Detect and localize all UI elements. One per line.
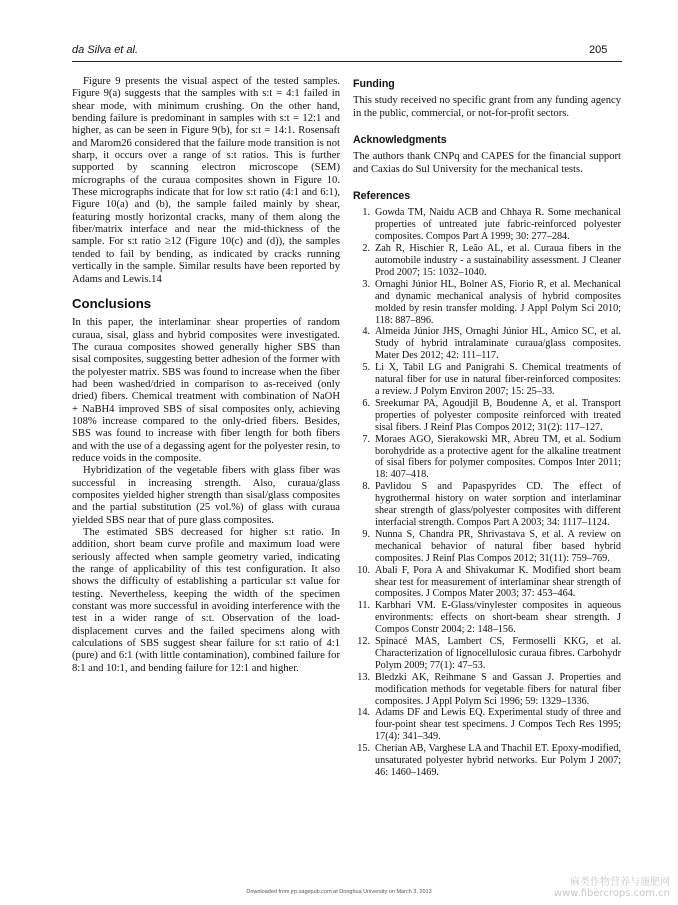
page-number: 205 — [589, 44, 608, 56]
watermark-line-1: 麻类作物营养与施肥网 — [570, 877, 670, 888]
reference-number: 14. — [357, 707, 370, 719]
conclusions-paragraph-1: In this paper, the interlaminar shear properties of random curaua, sisal, glass and hybrid composites were investigated. The curaua composites showed generally higher SBS than sisal composites, suggesting better adhesion of the former with the polyester matrix. SBS was found to increase when the fiber had been washed/dried in comparison to as-received (only dried) fibers. Chemical treatment with combination of NaOH + NaBH4 improved SBS of sisal composites only, achieving 108% increase compared to the only-dried fibers. Besides, SBS was found to increase with fiber length for both fibers and with the use of a degassing agent for the polyester resin, to reduce voids in the composite. — [72, 317, 340, 464]
reference-number: 8. — [362, 481, 370, 493]
reference-item — [353, 481, 621, 529]
reference-number: 10. — [357, 564, 370, 576]
reference-item — [353, 600, 621, 636]
reference-item — [353, 434, 621, 482]
reference-number: 6. — [362, 397, 370, 409]
header-rule — [72, 61, 622, 62]
reference-number: 1. — [362, 207, 370, 219]
reference-text: Zah R, Hischier R, Leão AL, et al. Curaua fibers in the automobile industry - a sustainability assessment. J Cleaner Prod 2007; 15: 1032–1040. — [375, 243, 621, 278]
running-header-author: da Silva et al. — [72, 44, 139, 56]
reference-number: 3. — [362, 278, 370, 290]
reference-number: 9. — [362, 528, 370, 540]
right-column — [353, 78, 621, 779]
site-watermark — [554, 877, 670, 899]
reference-text: Gowda TM, Naidu ACB and Chhaya R. Some mechanical properties of untreated jute fabric-reinforced polyester composites. Compos Part A 1999; 30: 277–284. — [375, 207, 621, 243]
references-heading: References — [353, 190, 411, 203]
reference-text: Moraes AGO, Sierakowski MR, Abreu TM, et al. Sodium borohydride as a protective agent for the alkaline treatment of sisal fibers for polymer composites. Compos Inter 2011; 18: 407–418. — [375, 433, 621, 481]
watermark-line-2: www.fibercrops.com.cn — [553, 888, 670, 899]
reference-item — [353, 672, 621, 708]
reference-number: 15. — [357, 743, 370, 755]
acknowledgments-heading: Acknowledgments — [353, 134, 447, 147]
reference-text: Almeida Júnior JHS, Ornaghi Júnior HL, Amico SC, et al. Study of hybrid intralaminate curaua/glass composites. Mater Des 2012; 42: 111–117. — [375, 326, 621, 362]
reference-item — [353, 398, 621, 434]
reference-text: Abali F, Pora A and Shivakumar K. Modified short beam shear test for measurement of interlaminar shear strength of composites. J Compos Mater 2003; 37: 453–464. — [375, 564, 621, 600]
reference-item — [353, 743, 621, 779]
reference-text: Bledzki AK, Reihmane S and Gassan J. Properties and modification methods for vegetable fibers for natural fiber composites. J Appl Polym Sci 1996; 59: 1329–1336. — [375, 671, 621, 707]
reference-item — [353, 362, 621, 398]
reference-number: 7. — [362, 433, 370, 445]
reference-list — [353, 207, 621, 779]
reference-item — [353, 529, 621, 565]
reference-number: 2. — [362, 243, 370, 255]
left-column — [72, 76, 340, 675]
conclusions-paragraph-3: The estimated SBS decreased for higher s:t ratio. In addition, short beam curve profile and maximum load were seriously affected when sample geometry varied, indicating the range of applicability of this test configuration. It also shows the difficulty of establishing a particular s:t value for testing. Nevertheless, keeping the width of the specimen constant was more successful in avoiding interference with the test in a wider range of s:t. Observation of the load-displacement curves and the failed specimens along with calculations of SBS suggest shear failure for s:t ratio of 4:1 (pure) and 6:1 (with little contamination), combined failure for 8:1 and 10:1, and bending failure for 12:1 and higher. — [72, 527, 340, 674]
reference-item — [353, 636, 621, 672]
reference-number: 12. — [357, 636, 370, 648]
reference-item — [353, 707, 621, 743]
reference-number: 4. — [362, 326, 370, 338]
reference-item — [353, 279, 621, 327]
reference-text: Ornaghi Júnior HL, Bolner AS, Fiorio R, et al. Mechanical and dynamic mechanical analysis of hybrid composites molded by resin transfer molding. J Appl Polym Sci 2010; 118: 887–896. — [375, 278, 621, 326]
reference-number: 5. — [362, 362, 370, 374]
download-footer: Downloaded from jrp.sagepub.com at Donghua University on March 3, 2013 — [246, 889, 432, 895]
reference-item — [353, 243, 621, 279]
funding-text: This study received no specific grant from any funding agency in the public, commercial, or not-for-profit sectors. — [353, 95, 621, 119]
acknowledgments-text: The authors thank CNPq and CAPES for the financial support and Caxias do Sul University for the mechanical tests. — [353, 151, 621, 175]
reference-text: Karbhari VM. E-Glass/vinylester composites in aqueous environments: effects on short-beam shear strength. J Compos Constr 2004; 2: 148–156. — [375, 600, 621, 636]
reference-text: Spinacé MAS, Lambert CS, Fermoselli KKG, et al. Characterization of lignocellulosic curaua fibres. Carbohydr Polym 2009; 77(1): 47–53. — [375, 636, 621, 671]
reference-number: 13. — [357, 671, 370, 683]
reference-text: Nunna S, Chandra PR, Shrivastava S, et al. A review on mechanical behavior of natural fiber based hybrid composites. J Reinf Plas Compos 2012; 31(11): 759–769. — [375, 528, 621, 564]
reference-item — [353, 326, 621, 362]
paragraph-failure-modes: Figure 9 presents the visual aspect of the tested samples. Figure 9(a) suggests that the samples with s:t = 4:1 failed in shear mode, with minimum crushing. On the other hand, bending failure is predominant in samples with s:t = 12:1 and higher, as can be seen in Figure 9(b), for s:t = 14:1. Rosensaft and Marom26 considered that the failure mode transition is not sharp, it occurs over a range of s:t ratios. This is further supported by scanning electron microscope (SEM) micrographs of the curaua composites shown in Figure 10. These micrographs indicate that for low s:t ratio (4:1 and 6:1), Figure 10(a) and (b), the sample failed mainly by shear, featuring mostly horizontal cracks, many of them along the fiber/matrix interface and near the mid-thickness of the sample. For s:t ratio ≥12 (Figure 10(c) and (d)), the samples tended to fail by bending, as indicated by cracks running vertically in the sample. Similar results have been reported by Adams and Lewis.14 — [72, 76, 340, 285]
reference-text: Cherian AB, Varghese LA and Thachil ET. Epoxy-modified, unsaturated polyester hybrid networks. Eur Polym J 2007; 46: 1460–1469. — [375, 743, 621, 778]
funding-heading: Funding — [353, 78, 395, 90]
reference-item — [353, 207, 621, 243]
reference-text: Adams DF and Lewis EQ. Experimental study of three and four-point shear test specimens. J Compos Tech Res 1995; 17(4): 341–349. — [375, 707, 621, 743]
reference-item — [353, 565, 621, 601]
reference-text: Li X, Tabil LG and Panigrahi S. Chemical treatments of natural fiber for use in natural fiber-reinforced composites: a review. J Polym Environ 2007; 15: 25–33. — [375, 362, 621, 397]
reference-text: Pavlidou S and Papaspyrides CD. The effect of hygrothermal history on water sorption and interlaminar shear strength of glass/polyester composites with different interfacial strength. Compos Part A 2003; 34: 1117–1124. — [375, 481, 621, 528]
reference-number: 11. — [357, 600, 370, 612]
conclusions-paragraph-2: Hybridization of the vegetable fibers with glass fiber was successful in increasing strength. Also, curaua/glass composites yielded higher strength than sisal/glass composites and the partial substitution (25 vol.%) of glass with curaua yielded SBS near that of pure glass composites. — [72, 465, 340, 526]
reference-text: Sreekumar PA, Agoudjil B, Boudenne A, et al. Transport properties of polyester composite reinforced with treated sisal fibers. J Reinf Plas Compos 2012; 31(2): 117–127. — [375, 397, 621, 433]
conclusions-heading: Conclusions — [72, 295, 152, 311]
